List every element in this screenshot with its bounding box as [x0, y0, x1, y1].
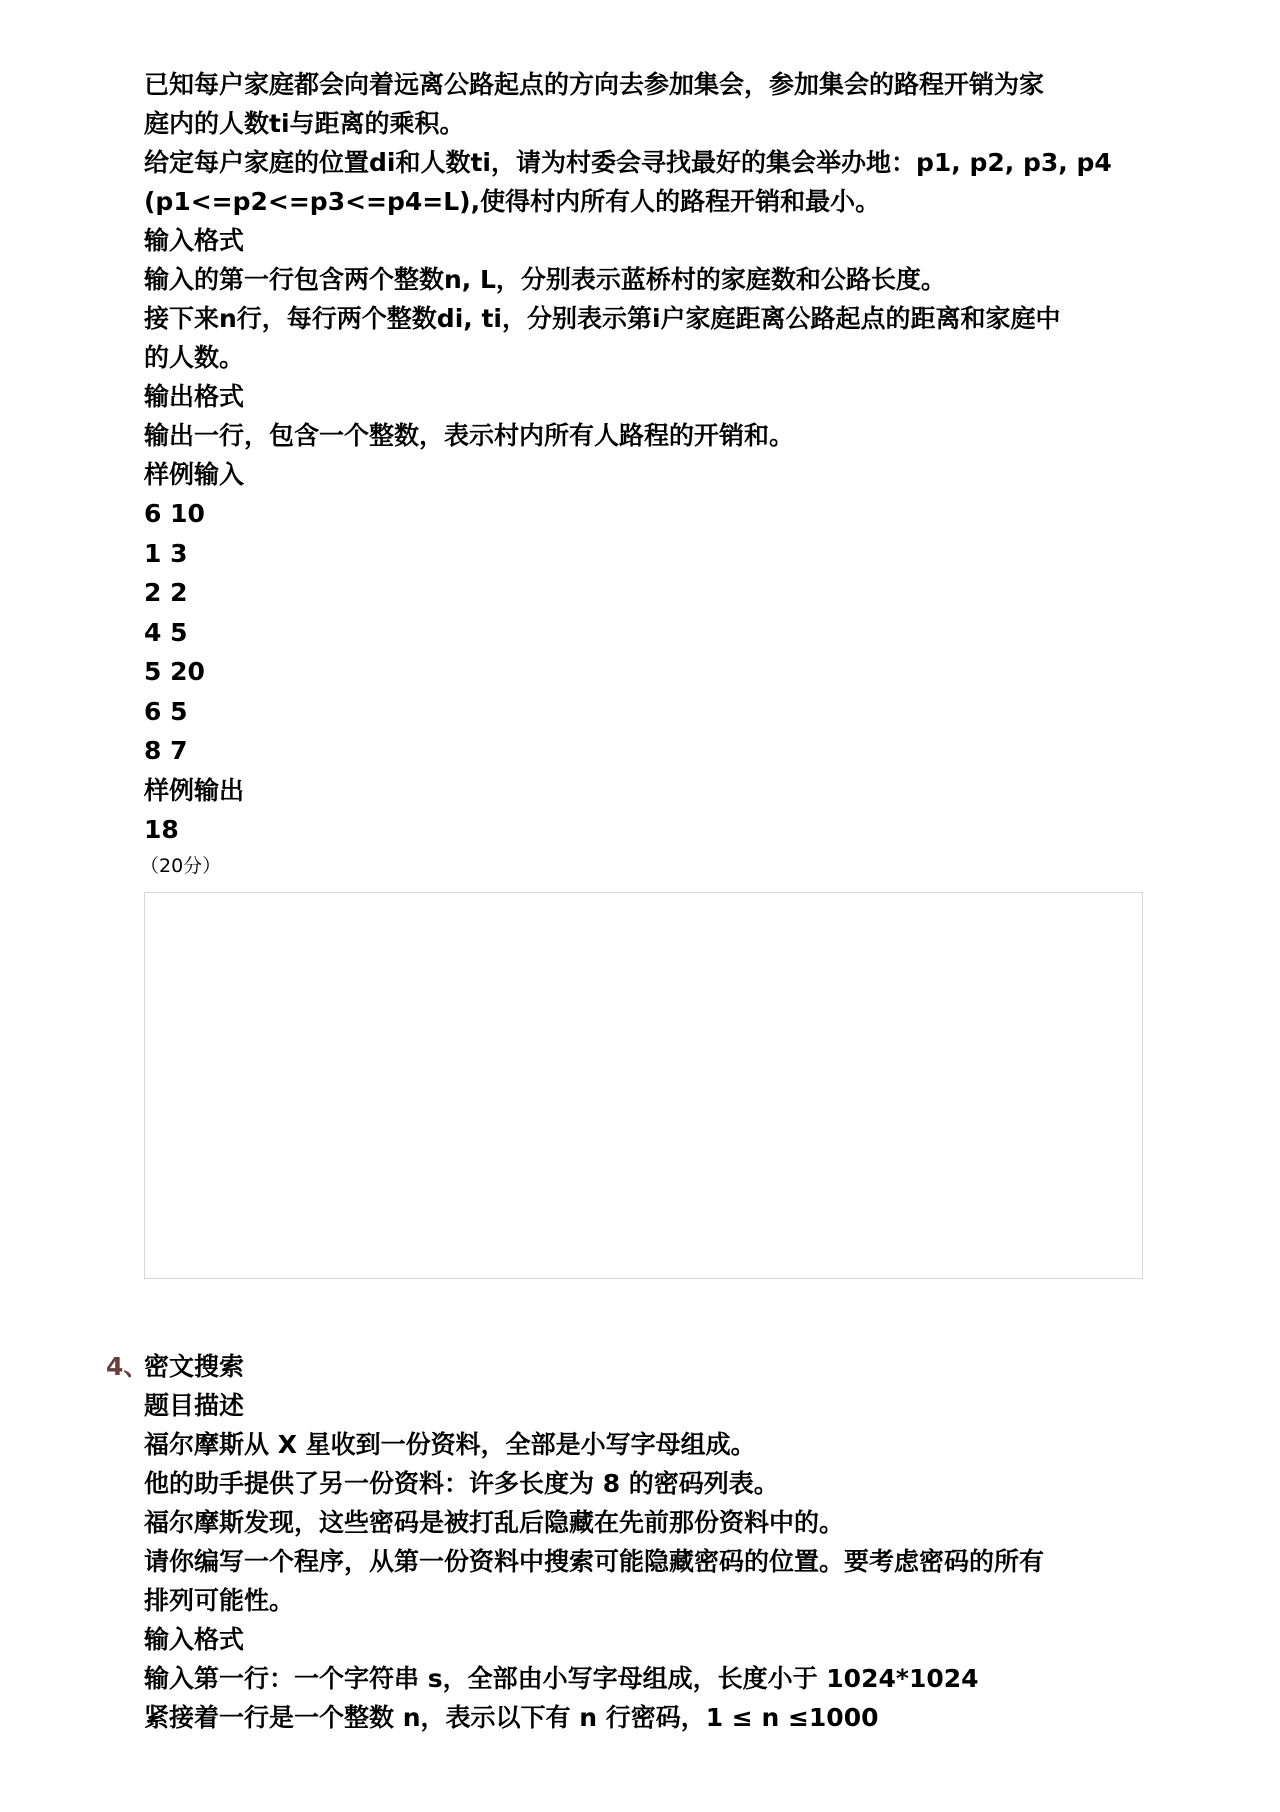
- sample-input-line: 4 5: [144, 617, 188, 647]
- sample-input-line: 1 3: [144, 538, 188, 568]
- section-heading-input-format: 输入格式: [144, 1625, 245, 1654]
- problem-text-line: 福尔摩斯发现，这些密码是被打乱后隐藏在先前那份资料中的。: [144, 1508, 845, 1537]
- problem-text-line: 排列可能性。: [144, 1586, 295, 1615]
- question-number: 4、: [106, 1352, 149, 1381]
- problem-text-line: 输入第一行：一个字符串 s，全部由小写字母组成，长度小于 1024*1024: [144, 1664, 979, 1693]
- section-heading-description: 题目描述: [144, 1391, 245, 1420]
- sample-input-line: 6 10: [144, 499, 205, 528]
- problem-text-line: 紧接着一行是一个整数 n，表示以下有 n 行密码，1 ≤ n ≤1000: [144, 1703, 879, 1732]
- sample-input-line: 5 20: [144, 657, 205, 686]
- problem-text-line: 输入的第一行包含两个整数n, L，分别表示蓝桥村的家庭数和公路长度。: [144, 265, 946, 294]
- problem-text-line: 接下来n行，每行两个整数di, ti，分别表示第i户家庭距离公路起点的距离和家庭中: [144, 304, 1061, 333]
- sample-input-line: 8 7: [144, 736, 188, 765]
- sample-output-value: 18: [144, 814, 179, 844]
- sample-input-line: 6 5: [144, 696, 188, 726]
- problem-text-line: 请你编写一个程序，从第一份资料中搜索可能隐藏密码的位置。要考虑密码的所有: [144, 1547, 1045, 1576]
- problem-text-line: 他的助手提供了另一份资料：许多长度为 8 的密码列表。: [144, 1469, 779, 1498]
- section-heading-output-format: 输出格式: [144, 382, 245, 411]
- problem-text-line: 输出一行，包含一个整数，表示村内所有人路程的开销和。: [144, 421, 795, 450]
- problem-text-line: 福尔摩斯从 X 星收到一份资料，全部是小写字母组成。: [144, 1430, 756, 1459]
- section-heading-input-format: 输入格式: [144, 226, 245, 255]
- problem-text-line: 给定每户家庭的位置di和人数ti，请为村委会寻找最好的集会举办地：p1, p2, p3, p4: [144, 148, 1112, 177]
- sample-input-line: 2 2: [144, 578, 188, 607]
- problem-text-line: 已知每户家庭都会向着远离公路起点的方向去参加集会，参加集会的路程开销为家: [144, 70, 1045, 99]
- question-3-body: [140, 65, 1144, 883]
- problem-text-line: 的人数。: [144, 343, 245, 372]
- section-heading-sample-output: 样例输出: [144, 775, 245, 805]
- answer-textarea[interactable]: [144, 892, 1143, 1279]
- problem-text-line: (p1<=p2<=p3<=p4=L),使得村内所有人的路程开销和最小。: [144, 187, 881, 216]
- score-label: （20分）: [140, 854, 222, 877]
- section-heading-sample-input: 样例输入: [144, 460, 245, 489]
- question-title: 密文搜索: [144, 1352, 245, 1381]
- question-4-body: [106, 1347, 1144, 1737]
- problem-text-line: 庭内的人数ti与距离的乘积。: [144, 109, 465, 138]
